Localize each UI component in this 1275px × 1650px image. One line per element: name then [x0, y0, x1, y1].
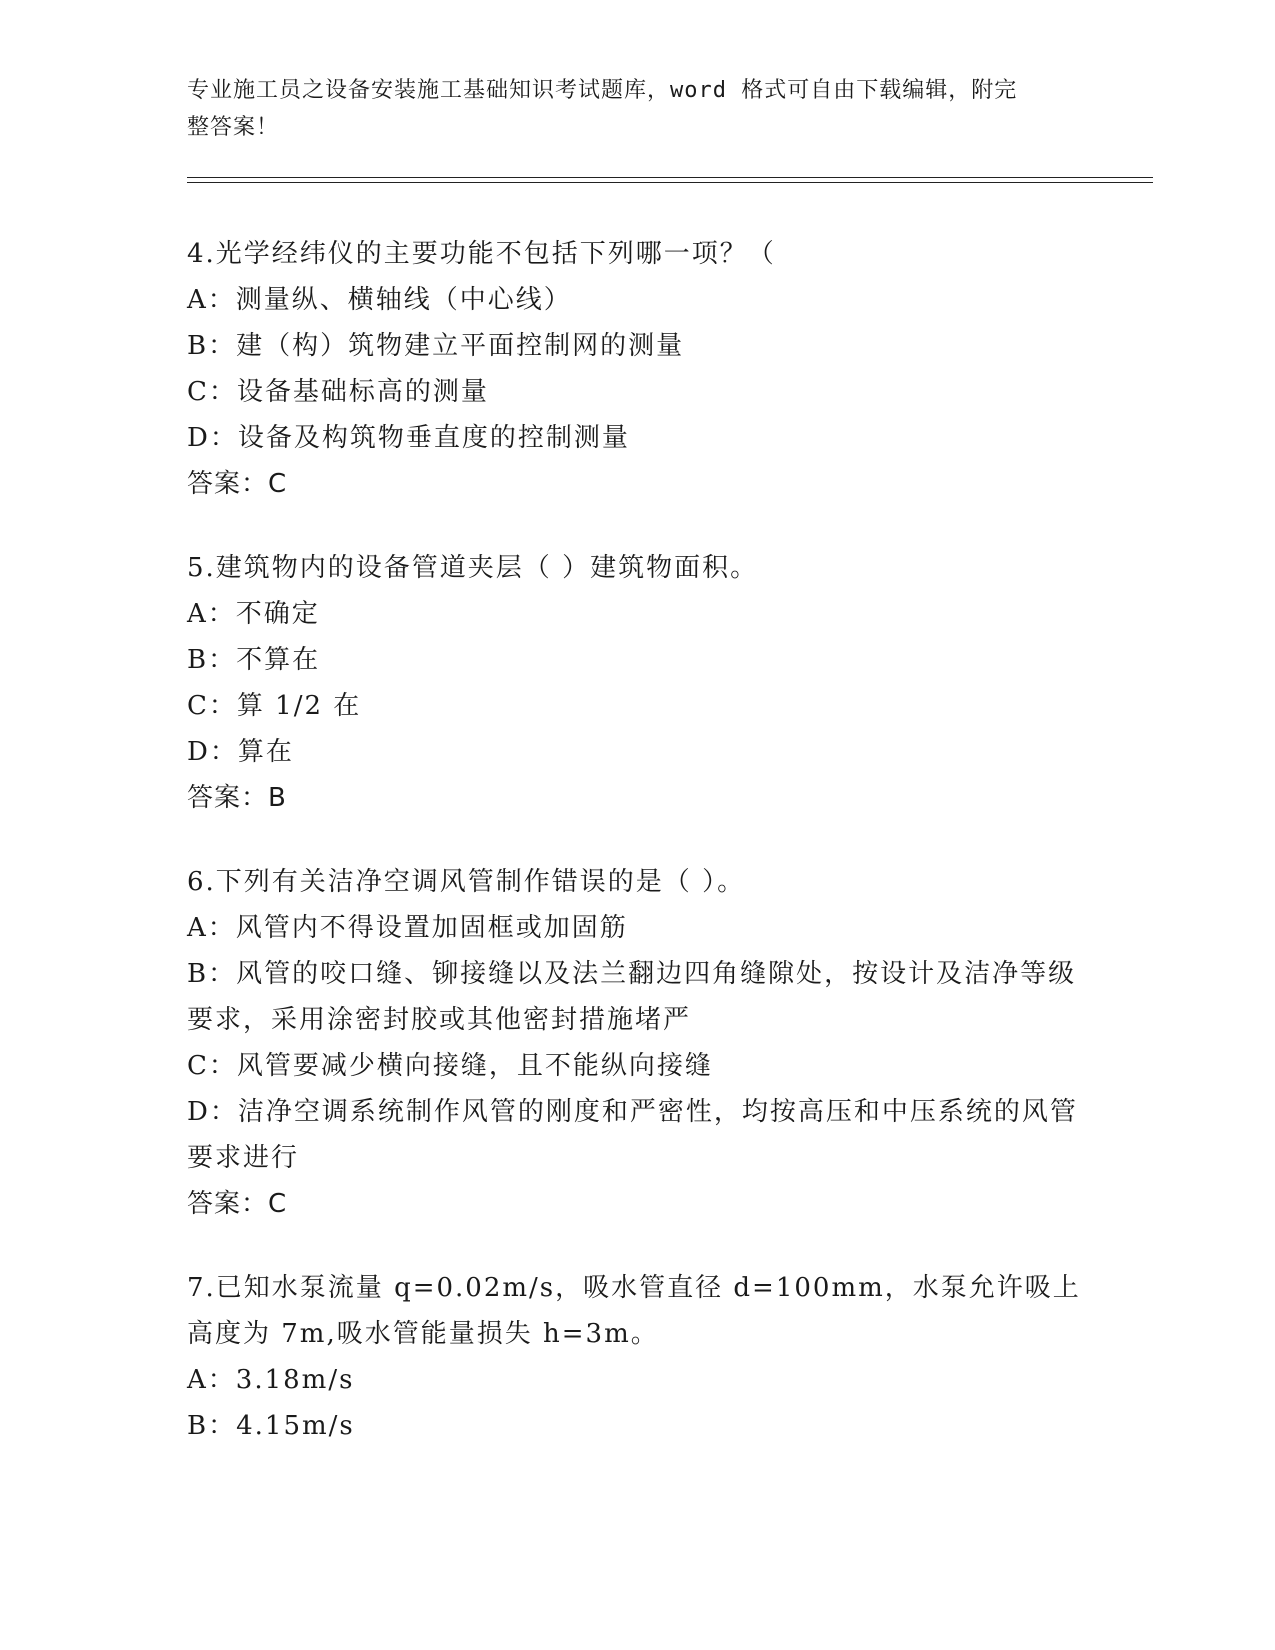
option-b: B：不算在: [187, 645, 321, 675]
question-stem: 7.已知水泵流量 q=0.02m/s，吸水管直径 d=100mm，水泵允许吸上高度为 7m,吸水管能量损失 h=3m。: [187, 1273, 1081, 1349]
header-divider-bottom: [187, 182, 1153, 183]
question-list: [187, 231, 1087, 1487]
document-header: [187, 72, 1067, 146]
option-a: A：测量纵、横轴线（中心线）: [187, 285, 572, 315]
question-4: [187, 231, 1087, 507]
option-a: A：风管内不得设置加固框或加固筋: [187, 913, 628, 943]
option-b: B：4.15m/s: [187, 1411, 355, 1441]
option-d: D：洁净空调系统制作风管的刚度和严密性，均按高压和中压系统的风管要求进行: [187, 1097, 1078, 1173]
question-stem: 6.下列有关洁净空调风管制作错误的是（ ）。: [187, 867, 746, 897]
option-a: A：不确定: [187, 599, 320, 629]
question-stem: 4.光学经纬仪的主要功能不包括下列哪一项？（: [187, 239, 776, 269]
option-b: B：风管的咬口缝、铆接缝以及法兰翻边四角缝隙处，按设计及洁净等级要求，采用涂密封胶或其他密封措施堵严: [187, 959, 1077, 1035]
answer-text: 答案：C: [187, 469, 288, 499]
question-7: [187, 1265, 1087, 1449]
question-5: [187, 545, 1087, 821]
question-6: [187, 859, 1087, 1227]
header-line-2: 整答案！: [187, 115, 280, 140]
answer-text: 答案：C: [187, 1189, 288, 1219]
option-d: D：设备及构筑物垂直度的控制测量: [187, 423, 630, 453]
header-divider-top: [187, 177, 1153, 178]
option-b: B：建（构）筑物建立平面控制网的测量: [187, 331, 685, 361]
option-a: A：3.18m/s: [187, 1365, 355, 1395]
option-c: C：风管要减少横向接缝，且不能纵向接缝: [187, 1051, 713, 1081]
answer-text: 答案：B: [187, 783, 287, 813]
question-stem: 5.建筑物内的设备管道夹层（ ）建筑物面积。: [187, 553, 759, 583]
option-c: C：设备基础标高的测量: [187, 377, 489, 407]
option-c: C：算 1/2 在: [187, 691, 362, 721]
header-line-1: 专业施工员之设备安装施工基础知识考试题库，word 格式可自由下载编辑，附完: [187, 78, 1018, 103]
option-d: D：算在: [187, 737, 294, 767]
